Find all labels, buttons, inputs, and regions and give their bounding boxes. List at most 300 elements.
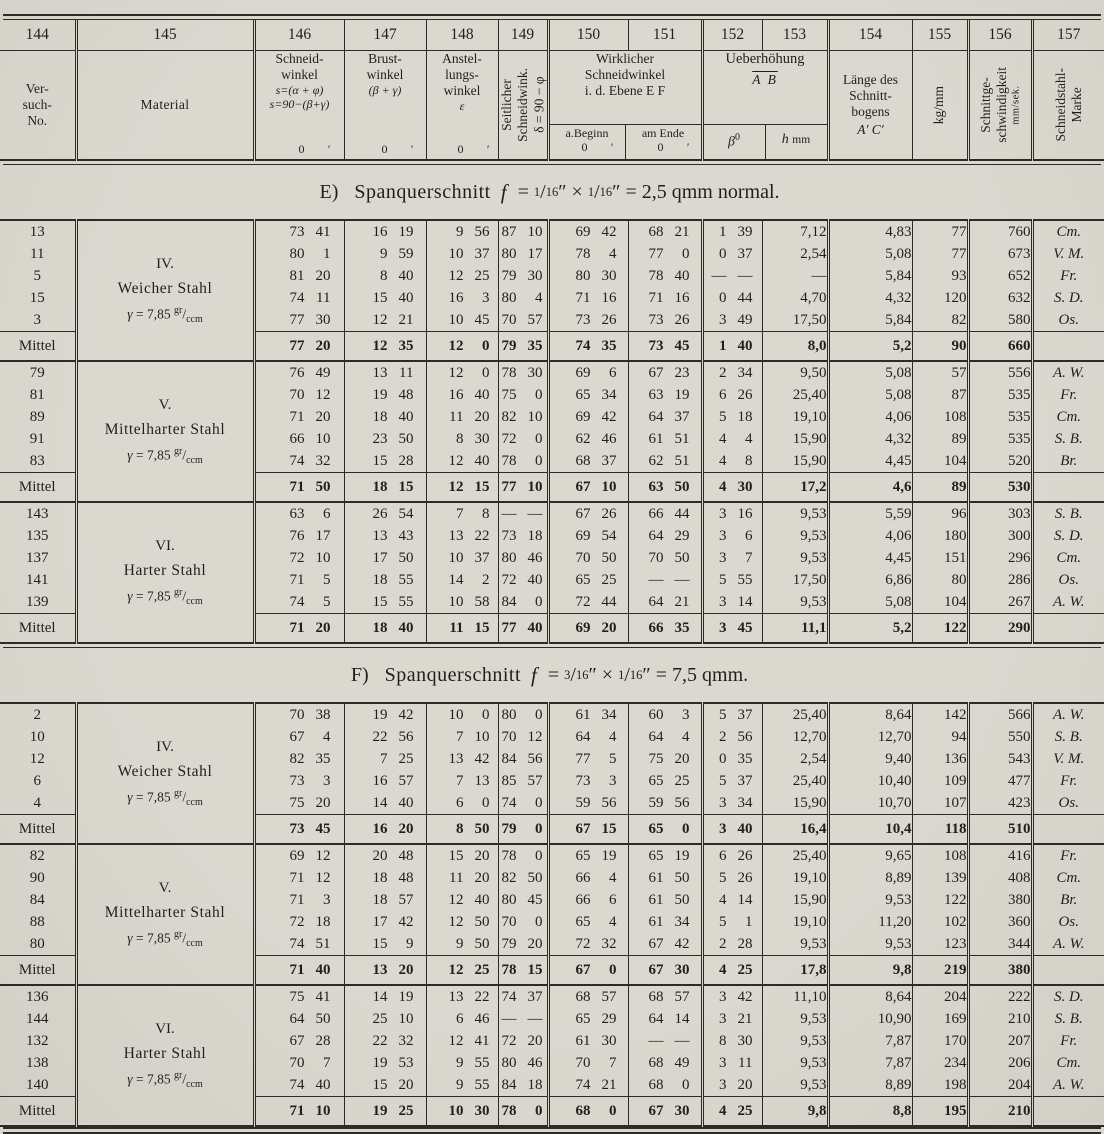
minutes: 20 bbox=[398, 961, 414, 978]
cell-156: 380 bbox=[968, 956, 1032, 986]
cell-mittel-label: Mittel bbox=[0, 956, 76, 986]
minutes: 0 bbox=[535, 593, 543, 610]
cell-versuch-no: 10 bbox=[29, 728, 45, 745]
minutes: 42 bbox=[398, 913, 414, 930]
cell-146 bbox=[254, 591, 344, 614]
degrees: 12 bbox=[448, 1032, 464, 1049]
degrees: 61 bbox=[575, 1032, 591, 1049]
cell-153: 9,53 bbox=[762, 933, 828, 956]
cell-148 bbox=[426, 332, 498, 362]
header-line: i. d. Ebene E F bbox=[584, 82, 666, 98]
cell-155: 170 bbox=[912, 1030, 968, 1052]
degrees: 68 bbox=[648, 223, 664, 240]
cell-155: 89 bbox=[912, 473, 968, 503]
header-line: Schnitt- bbox=[849, 87, 892, 103]
deg-min-value bbox=[550, 362, 628, 384]
degrees: 7 bbox=[456, 728, 464, 745]
header-line: No. bbox=[27, 112, 48, 128]
cell-149 bbox=[498, 525, 548, 547]
cell-156: 416 bbox=[968, 844, 1032, 867]
minutes: 1 bbox=[745, 913, 753, 930]
cell-147 bbox=[344, 473, 426, 503]
minutes: 32 bbox=[601, 935, 617, 952]
minutes: 4 bbox=[609, 869, 617, 886]
table-row bbox=[0, 361, 1104, 384]
degrees: 67 bbox=[648, 935, 664, 952]
cell-154: 10,40 bbox=[828, 770, 912, 792]
minutes: 11 bbox=[738, 1054, 753, 1071]
degrees: 14 bbox=[448, 571, 464, 588]
cell-155: 82 bbox=[912, 309, 968, 332]
header-line: winkel bbox=[281, 66, 318, 82]
deg-min-value bbox=[704, 362, 762, 384]
minutes: 30 bbox=[674, 1102, 690, 1119]
degrees: 10 bbox=[448, 245, 464, 262]
cell-153: 25,40 bbox=[762, 703, 828, 726]
degrees: 14 bbox=[372, 988, 388, 1005]
cell-157-marke bbox=[1032, 1097, 1104, 1127]
deg-min-value bbox=[345, 770, 426, 792]
cell-155: 195 bbox=[912, 1097, 968, 1127]
deg-min-value bbox=[629, 265, 701, 287]
degrees: 69 bbox=[575, 223, 591, 240]
minutes: 40 bbox=[474, 386, 490, 403]
degrees: 1 bbox=[719, 223, 727, 240]
deg-min-value bbox=[550, 792, 628, 814]
cell-147 bbox=[344, 889, 426, 911]
deg-min-value bbox=[550, 726, 628, 748]
minutes: — bbox=[674, 571, 690, 588]
text: = 2,5 qmm normal. bbox=[625, 180, 780, 203]
text: 16 bbox=[629, 667, 643, 682]
deg-min-value bbox=[256, 792, 344, 814]
deg-min-value bbox=[256, 845, 344, 867]
cell-151 bbox=[628, 1008, 702, 1030]
cell-155: 107 bbox=[912, 792, 968, 815]
cell-150 bbox=[548, 473, 628, 503]
cell-156: 632 bbox=[968, 287, 1032, 309]
degrees: 67 bbox=[575, 820, 591, 837]
minutes: 30 bbox=[315, 311, 331, 328]
cell-153: 15,90 bbox=[762, 889, 828, 911]
degrees: 67 bbox=[289, 1032, 305, 1049]
minutes: 30 bbox=[601, 267, 617, 284]
cell-148 bbox=[426, 243, 498, 265]
minutes: 0 bbox=[535, 820, 543, 837]
cell-150 bbox=[548, 703, 628, 726]
degrees: 72 bbox=[501, 1032, 517, 1049]
cell-147 bbox=[344, 844, 426, 867]
minutes: 26 bbox=[674, 311, 690, 328]
cell-152 bbox=[702, 1097, 762, 1127]
cell-147 bbox=[344, 384, 426, 406]
minutes: 34 bbox=[674, 913, 690, 930]
deg-min-value bbox=[256, 362, 344, 384]
minutes: 40 bbox=[398, 267, 414, 284]
unit-marks: 0 ′ bbox=[298, 141, 331, 156]
degrees: 75 bbox=[289, 794, 305, 811]
deg-min-value bbox=[499, 911, 547, 933]
deg-min-value bbox=[550, 428, 628, 450]
cell-156: 543 bbox=[968, 748, 1032, 770]
cell-146 bbox=[254, 1052, 344, 1074]
cell-versuch-no: 80 bbox=[29, 935, 45, 952]
deg-min-value bbox=[345, 287, 426, 309]
cell-155: 151 bbox=[912, 547, 968, 569]
cell-151 bbox=[628, 815, 702, 845]
unit-denominator: ccm bbox=[186, 314, 203, 326]
minutes: 18 bbox=[315, 913, 331, 930]
degrees: 3 bbox=[719, 311, 727, 328]
degrees: 80 bbox=[501, 245, 517, 262]
cell-150 bbox=[548, 889, 628, 911]
deg-min-value bbox=[256, 770, 344, 792]
degrees: 63 bbox=[289, 505, 305, 522]
cell-150 bbox=[548, 384, 628, 406]
minutes: 42 bbox=[474, 750, 490, 767]
cell-versuch-no: 90 bbox=[29, 869, 45, 886]
minutes: 30 bbox=[737, 1032, 753, 1049]
cell-147 bbox=[344, 502, 426, 525]
cell-156: 286 bbox=[968, 569, 1032, 591]
col-number-150: 150 bbox=[548, 20, 628, 51]
cell-154: 8,64 bbox=[828, 703, 912, 726]
deg-min-value bbox=[427, 309, 498, 331]
minutes: 10 bbox=[398, 1010, 414, 1027]
cell-156: 207 bbox=[968, 1030, 1032, 1052]
cell-147 bbox=[344, 309, 426, 332]
cell-150 bbox=[548, 361, 628, 384]
cell-153: 9,53 bbox=[762, 591, 828, 614]
minutes: 35 bbox=[737, 750, 753, 767]
deg-min-value bbox=[499, 569, 547, 591]
cell-157-marke: Br. bbox=[1032, 450, 1104, 473]
cell-147 bbox=[344, 726, 426, 748]
deg-min-value bbox=[427, 770, 498, 792]
cell-148 bbox=[426, 748, 498, 770]
degrees: 22 bbox=[372, 728, 388, 745]
cell-148 bbox=[426, 473, 498, 503]
cell-153: 9,53 bbox=[762, 1008, 828, 1030]
minutes: 37 bbox=[737, 245, 753, 262]
cell-155: 136 bbox=[912, 748, 968, 770]
degrees: 73 bbox=[289, 772, 305, 789]
degrees: 16 bbox=[372, 223, 388, 240]
degrees: 75 bbox=[648, 750, 664, 767]
cell-154: 5,59 bbox=[828, 502, 912, 525]
degrees: 5 bbox=[719, 408, 727, 425]
cell-148 bbox=[426, 591, 498, 614]
minutes: 25 bbox=[474, 267, 490, 284]
cell-155: 180 bbox=[912, 525, 968, 547]
minutes: 40 bbox=[398, 619, 414, 636]
minutes: 0 bbox=[682, 1076, 690, 1093]
cell-148 bbox=[426, 569, 498, 591]
cell-152 bbox=[702, 844, 762, 867]
minutes: 50 bbox=[674, 549, 690, 566]
cell-156: 520 bbox=[968, 450, 1032, 473]
degrees: 73 bbox=[289, 223, 305, 240]
cell-146 bbox=[254, 985, 344, 1008]
minutes: 22 bbox=[474, 527, 490, 544]
minutes: 40 bbox=[527, 571, 543, 588]
deg-min-value bbox=[499, 265, 547, 287]
cell-148 bbox=[426, 428, 498, 450]
minutes: 26 bbox=[737, 869, 753, 886]
deg-min-value bbox=[629, 309, 701, 331]
cell-155: 94 bbox=[912, 726, 968, 748]
minutes: 16 bbox=[674, 289, 690, 306]
minutes: 20 bbox=[315, 794, 331, 811]
degrees: 67 bbox=[575, 505, 591, 522]
cell-versuch-no: 140 bbox=[26, 1076, 49, 1093]
cell-149 bbox=[498, 1052, 548, 1074]
deg-min-value bbox=[256, 569, 344, 591]
minutes: 57 bbox=[674, 988, 690, 1005]
cell-157-marke: S. B. bbox=[1032, 428, 1104, 450]
deg-min-value bbox=[256, 986, 344, 1008]
cell-148 bbox=[426, 450, 498, 473]
minutes: 40 bbox=[398, 289, 414, 306]
minutes: 25 bbox=[674, 772, 690, 789]
cell-146 bbox=[254, 473, 344, 503]
cell-versuch-no: 6 bbox=[33, 772, 41, 789]
degrees: 22 bbox=[372, 1032, 388, 1049]
minutes: 50 bbox=[398, 549, 414, 566]
degrees: 12 bbox=[448, 478, 464, 495]
text: = 7,85 bbox=[132, 1071, 174, 1087]
cell-154: 8,8 bbox=[828, 1097, 912, 1127]
unit-denominator: ccm bbox=[186, 596, 203, 608]
deg-min-value bbox=[256, 243, 344, 265]
minutes: 3 bbox=[609, 772, 617, 789]
degrees: 65 bbox=[575, 571, 591, 588]
minutes: 57 bbox=[398, 891, 414, 908]
cell-157-marke: Br. bbox=[1032, 889, 1104, 911]
minutes: 8 bbox=[482, 505, 490, 522]
deg-min-value bbox=[550, 243, 628, 265]
cell-148 bbox=[426, 614, 498, 644]
minutes: 37 bbox=[737, 772, 753, 789]
cell-147 bbox=[344, 243, 426, 265]
deg-min-value bbox=[704, 704, 762, 726]
cell-149 bbox=[498, 265, 548, 287]
cell-146 bbox=[254, 428, 344, 450]
minutes: 4 bbox=[535, 289, 543, 306]
deg-min-value bbox=[629, 986, 701, 1008]
cell-156: 360 bbox=[968, 911, 1032, 933]
degrees: 71 bbox=[289, 1102, 305, 1119]
degrees: 5 bbox=[719, 571, 727, 588]
deg-min-value bbox=[256, 614, 344, 642]
minutes: 40 bbox=[315, 961, 331, 978]
cell-146 bbox=[254, 815, 344, 845]
degrees: 79 bbox=[501, 820, 517, 837]
deg-min-value bbox=[256, 428, 344, 450]
cell-149 bbox=[498, 889, 548, 911]
degrees: 3 bbox=[719, 1054, 727, 1071]
deg-min-value bbox=[499, 384, 547, 406]
cell-153: 9,50 bbox=[762, 361, 828, 384]
cell-152 bbox=[702, 547, 762, 569]
cell-154: 4,83 bbox=[828, 220, 912, 243]
degrees: 6 bbox=[719, 386, 727, 403]
cell-147 bbox=[344, 450, 426, 473]
deg-min-value bbox=[427, 569, 498, 591]
minutes: 50 bbox=[601, 549, 617, 566]
degrees: 18 bbox=[372, 408, 388, 425]
degrees: 12 bbox=[448, 891, 464, 908]
text: / bbox=[182, 447, 187, 463]
degrees: 15 bbox=[372, 289, 388, 306]
cell-147 bbox=[344, 933, 426, 956]
deg-min-value bbox=[629, 287, 701, 309]
deg-min-value bbox=[550, 845, 628, 867]
degrees: 64 bbox=[648, 527, 664, 544]
minutes: 42 bbox=[737, 988, 753, 1005]
cell-148 bbox=[426, 384, 498, 406]
minutes: 42 bbox=[601, 223, 617, 240]
degrees: 70 bbox=[289, 1054, 305, 1071]
unit-denominator: ccm bbox=[186, 938, 203, 950]
minutes: 55 bbox=[474, 1054, 490, 1071]
deg-min-value bbox=[345, 1052, 426, 1074]
degrees: 71 bbox=[289, 408, 305, 425]
deg-min-value bbox=[345, 591, 426, 613]
degrees: 9 bbox=[456, 935, 464, 952]
header-line: Anstel- bbox=[442, 51, 482, 66]
cell-152 bbox=[702, 502, 762, 525]
text: γ bbox=[127, 789, 133, 805]
degrees: 80 bbox=[501, 549, 517, 566]
deg-min-value bbox=[499, 362, 547, 384]
minutes: 51 bbox=[674, 430, 690, 447]
text: Spanquerschnitt bbox=[384, 663, 522, 686]
cell-148 bbox=[426, 956, 498, 986]
col-number-146: 146 bbox=[254, 20, 344, 51]
deg-min-value bbox=[345, 503, 426, 525]
section-f bbox=[0, 648, 1104, 1127]
minutes: 26 bbox=[737, 847, 753, 864]
degrees: 70 bbox=[575, 1054, 591, 1071]
degrees: 4 bbox=[719, 1102, 727, 1119]
minutes: 46 bbox=[527, 1054, 543, 1071]
deg-min-value bbox=[499, 1030, 547, 1052]
degrees: — bbox=[711, 267, 727, 284]
degrees: 8 bbox=[456, 430, 464, 447]
cell-material bbox=[76, 844, 254, 985]
minutes: 19 bbox=[674, 847, 690, 864]
cell-152 bbox=[702, 569, 762, 591]
cell-146 bbox=[254, 220, 344, 243]
cell-152 bbox=[702, 614, 762, 644]
minutes: 35 bbox=[398, 337, 414, 354]
minutes: 0 bbox=[535, 386, 543, 403]
minutes: 0 bbox=[482, 706, 490, 723]
deg-min-value bbox=[345, 956, 426, 984]
deg-min-value bbox=[345, 243, 426, 265]
cell-157-marke: Cm. bbox=[1032, 867, 1104, 889]
cell-156: 344 bbox=[968, 933, 1032, 956]
cell-152 bbox=[702, 703, 762, 726]
cell-149 bbox=[498, 844, 548, 867]
text: 16 bbox=[545, 184, 559, 199]
text: 1 bbox=[533, 184, 541, 199]
cell-156: 580 bbox=[968, 309, 1032, 332]
minutes: 28 bbox=[737, 935, 753, 952]
cell-153: 17,50 bbox=[762, 569, 828, 591]
header-schneidwinkel bbox=[254, 51, 344, 161]
degrees: 64 bbox=[648, 408, 664, 425]
deg-min-value bbox=[499, 450, 547, 472]
degrees: 3 bbox=[719, 505, 727, 522]
cell-155: 89 bbox=[912, 428, 968, 450]
text: f bbox=[531, 662, 537, 687]
cell-156: 408 bbox=[968, 867, 1032, 889]
degrees: 18 bbox=[372, 478, 388, 495]
deg-min-value bbox=[629, 889, 701, 911]
degrees: 9 bbox=[456, 1054, 464, 1071]
minutes: 12 bbox=[315, 847, 331, 864]
unit-marks: 0 ′ bbox=[381, 141, 414, 156]
degrees: 23 bbox=[372, 430, 388, 447]
cell-147 bbox=[344, 867, 426, 889]
table-row bbox=[0, 502, 1104, 525]
deg-min-value bbox=[345, 1097, 426, 1125]
cell-151 bbox=[628, 792, 702, 815]
deg-min-value bbox=[345, 362, 426, 384]
deg-min-value bbox=[704, 309, 762, 331]
deg-min-value bbox=[704, 933, 762, 955]
cell-150 bbox=[548, 332, 628, 362]
minutes: 12 bbox=[527, 728, 543, 745]
degrees: 78 bbox=[575, 245, 591, 262]
minutes: 55 bbox=[737, 571, 753, 588]
material-name: Harter Stahl bbox=[123, 561, 207, 579]
degrees: 15 bbox=[372, 1076, 388, 1093]
minutes: 55 bbox=[474, 1076, 490, 1093]
degrees: 69 bbox=[575, 408, 591, 425]
cell-148 bbox=[426, 867, 498, 889]
deg-min-value bbox=[256, 704, 344, 726]
degrees: 74 bbox=[289, 593, 305, 610]
section-e bbox=[0, 165, 1104, 644]
cell-153: 7,12 bbox=[762, 220, 828, 243]
degrees: 70 bbox=[575, 549, 591, 566]
deg-min-value bbox=[345, 792, 426, 814]
col-number-156: 156 bbox=[968, 20, 1032, 51]
deg-min-value bbox=[345, 933, 426, 955]
col-number-151: 151 bbox=[628, 20, 702, 51]
degrees: 66 bbox=[575, 891, 591, 908]
cell-157-marke: Os. bbox=[1032, 309, 1104, 332]
cell-150 bbox=[548, 1052, 628, 1074]
minutes: — bbox=[737, 267, 753, 284]
cell-151 bbox=[628, 547, 702, 569]
degrees: 61 bbox=[575, 706, 591, 723]
minutes: 30 bbox=[527, 364, 543, 381]
cell-versuch-no: 4 bbox=[33, 794, 41, 811]
cell-147 bbox=[344, 1052, 426, 1074]
header-line: Brust- bbox=[368, 51, 402, 66]
deg-min-value bbox=[550, 770, 628, 792]
minutes: 0 bbox=[535, 913, 543, 930]
cell-155: 198 bbox=[912, 1074, 968, 1097]
degrees: 18 bbox=[372, 619, 388, 636]
minutes: 10 bbox=[527, 408, 543, 425]
cell-151 bbox=[628, 406, 702, 428]
deg-min-value bbox=[499, 770, 547, 792]
